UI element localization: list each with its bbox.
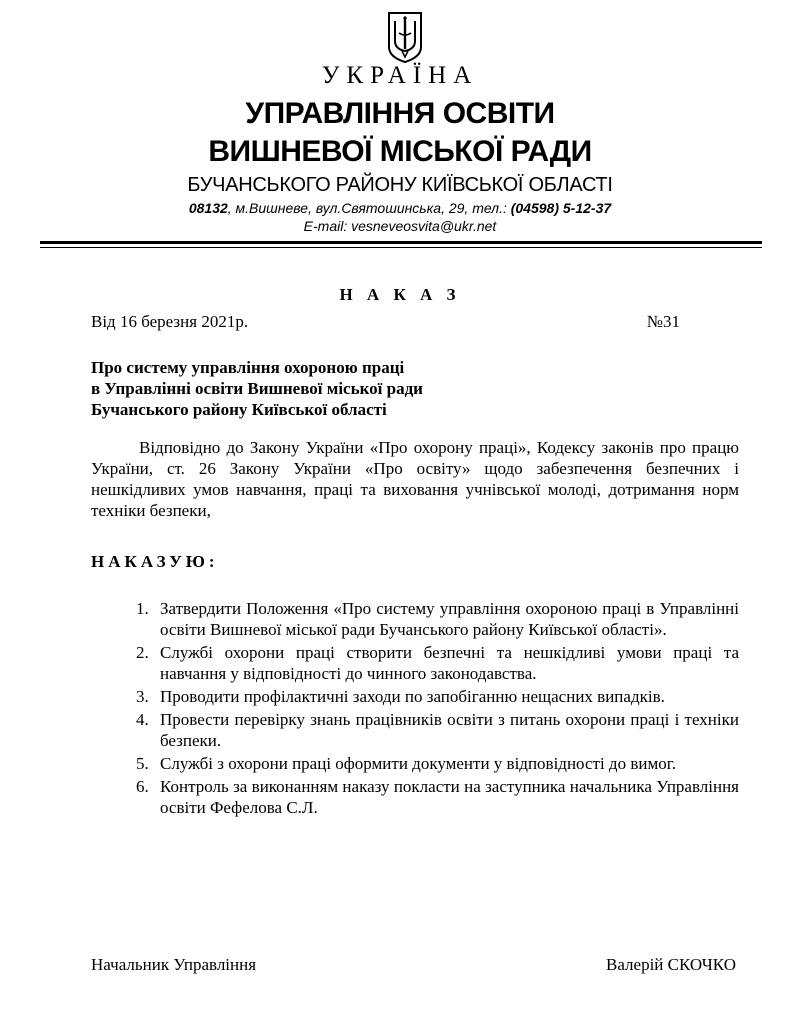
email-line: E-mail: vesneveosvita@ukr.net xyxy=(303,218,497,234)
item-text: Проводити профілактичні заходи по запобіганню нещасних випадків. xyxy=(160,687,665,706)
header-divider-thick xyxy=(40,241,762,244)
item-text: Службі з охорони праці оформити документи у відповідності до вимог. xyxy=(160,754,677,773)
document-subject xyxy=(91,357,423,420)
list-item xyxy=(136,686,739,707)
subject-line: Про систему управління охороною праці xyxy=(91,358,405,377)
item-number: 6. xyxy=(136,777,149,796)
postcode: 08132 xyxy=(188,200,228,216)
signatory-name: Валерій СКОЧКО xyxy=(606,955,736,974)
trident-icon xyxy=(386,11,424,63)
subject-line: Бучанського району Київської області xyxy=(91,400,387,419)
list-item xyxy=(136,642,739,684)
list-item xyxy=(136,776,739,818)
list-item xyxy=(136,753,739,774)
item-number: 4. xyxy=(136,710,149,729)
item-text: Контроль за виконанням наказу покласти на заступника начальника Управління освіти Фефелова С.Л. xyxy=(160,777,739,817)
document-title: Н А К А З xyxy=(339,285,461,304)
item-text: Провести перевірку знань працівників освіти з питань охорони праці і техніки безпеки. xyxy=(160,710,739,750)
org-name-line2: ВИШНЕВОЇ МІСЬКОЇ РАДИ xyxy=(208,135,592,168)
country-name: УКРАЇНА xyxy=(321,62,479,89)
preamble-paragraph: Відповідно до Закону України «Про охорону праці», Кодексу законів про працю України, ст. 26 Закону України «Про освіту» щодо забезпечення безпечних і нешкідливих умов навчання, праці та виховання учнівської молоді, дотримання норм техніки безпеки, xyxy=(91,438,739,520)
document-date: Від 16 березня 2021р. xyxy=(91,312,249,331)
item-number: 2. xyxy=(136,643,149,662)
subject-line: в Управлінні освіти Вишневої міської ради xyxy=(91,379,423,398)
header-divider-thin xyxy=(40,247,762,248)
item-number: 1. xyxy=(136,599,149,618)
order-heading: НАКАЗУЮ: xyxy=(91,552,219,571)
list-item xyxy=(136,709,739,751)
order-items-list xyxy=(136,598,739,820)
district-name: БУЧАНСЬКОГО РАЙОНУ КИЇВСЬКОЇ ОБЛАСТІ xyxy=(187,174,613,196)
item-text: Службі охорони праці створити безпечні та нешкідливі умови праці та навчання у відповідності до чинного законодавства. xyxy=(160,643,739,683)
document-number: №31 xyxy=(646,312,680,331)
contacts-block xyxy=(0,199,800,235)
org-name-line1: УПРАВЛІННЯ ОСВІТИ xyxy=(245,97,555,130)
list-item xyxy=(136,598,739,640)
phone: (04598) 5-12-37 xyxy=(510,200,612,216)
item-text: Затвердити Положення «Про систему управління охороною праці в Управлінні освіти Вишневої міської ради Бучанського району Київської області». xyxy=(160,599,739,639)
address-line xyxy=(0,199,800,217)
item-number: 5. xyxy=(136,754,149,773)
address: , м.Вишневе, вул.Святошинська, 29, тел.: xyxy=(227,200,511,216)
signatory-position: Начальник Управління xyxy=(91,955,257,974)
item-number: 3. xyxy=(136,687,149,706)
